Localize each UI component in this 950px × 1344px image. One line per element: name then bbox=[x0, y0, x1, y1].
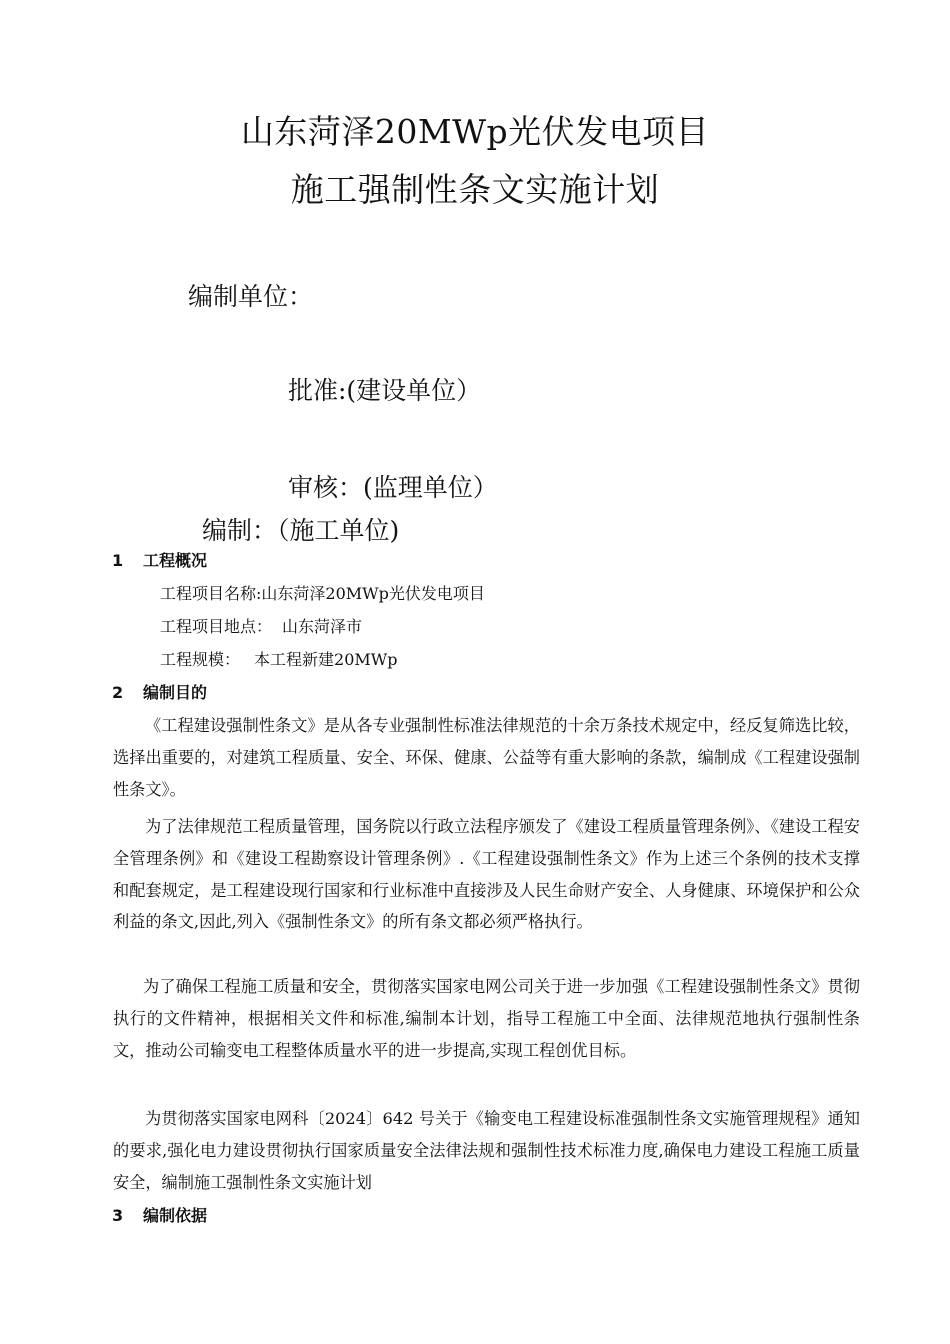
project-scale-label: 工程规模： bbox=[160, 650, 241, 669]
project-name-row bbox=[160, 583, 485, 605]
project-location-label: 工程项目地点： bbox=[160, 617, 273, 636]
prepare-label: 编制：（施工单位) bbox=[202, 516, 400, 545]
approve-label: 批准:(建设单位） bbox=[288, 376, 482, 405]
purpose-paragraph-1: 《工程建设强制性条文》是从各专业强制性标准法律规范的十余万条技术规定中，经反复筛选比较，选择出重要的，对建筑工程质量、安全、环保、健康、公益等有重大影响的条款，编制成《工程建设强制性条文》。 bbox=[113, 716, 860, 799]
project-location-row bbox=[160, 616, 362, 638]
section-heading-basis bbox=[112, 1205, 207, 1227]
section-title: 编制目的 bbox=[143, 683, 208, 702]
section-heading-overview bbox=[112, 550, 207, 572]
project-name-label: 工程项目名称: bbox=[160, 584, 262, 603]
section-title: 编制依据 bbox=[143, 1206, 208, 1225]
section-number: 2 bbox=[112, 683, 124, 702]
compiling-unit-label: 编制单位： bbox=[188, 282, 314, 311]
section-heading-purpose bbox=[112, 682, 207, 704]
review-label: 审核：(监理单位） bbox=[288, 473, 498, 502]
purpose-paragraph-4: 为贯彻落实国家电网科〔2024〕642 号关于《输变电工程建设标准强制性条文实施管理规程》通知的要求,强化电力建设贯彻执行国家质量安全法律法规和强制性技术标准力度,确保电力建设工程施工质量安全，编制施工强制性条文实施计划 bbox=[113, 1109, 860, 1192]
project-scale-value: 本工程新建20MWp bbox=[254, 650, 398, 669]
purpose-paragraph-2: 为了法律规范工程质量管理，国务院以行政立法程序颁发了《建设工程质量管理条例》、《建设工程安全管理条例》和《建设工程勘察设计管理条例》.《工程建设强制性条文》作为上述三个条例的技术支撑和配套规定，是工程建设现行国家和行业标准中直接涉及人民生命财产安全、人身健康、环境保护和公众利益的条文,因此,列入《强制性条文》的所有条文都必须严格执行。 bbox=[113, 817, 860, 932]
section-title: 工程概况 bbox=[143, 551, 208, 570]
document-title-line2: 施工强制性条文实施计划 bbox=[290, 170, 660, 209]
project-scale-row bbox=[160, 649, 397, 671]
document-title-line1: 山东菏泽20MWp光伏发电项目 bbox=[240, 112, 710, 151]
purpose-paragraph-3: 为了确保工程施工质量和安全，贯彻落实国家电网公司关于进一步加强《工程建设强制性条文》贯彻执行的文件精神，根据相关文件和标准,编制本计划，指导工程施工中全面、法律规范地执行强制性条文，推动公司输变电工程整体质量水平的进一步提高,实现工程创优目标。 bbox=[113, 977, 860, 1060]
section-number: 1 bbox=[112, 551, 124, 570]
project-location-value: 山东菏泽市 bbox=[282, 617, 363, 636]
project-name-value: 山东菏泽20MWp光伏发电项目 bbox=[261, 584, 485, 603]
section-number: 3 bbox=[112, 1206, 124, 1225]
